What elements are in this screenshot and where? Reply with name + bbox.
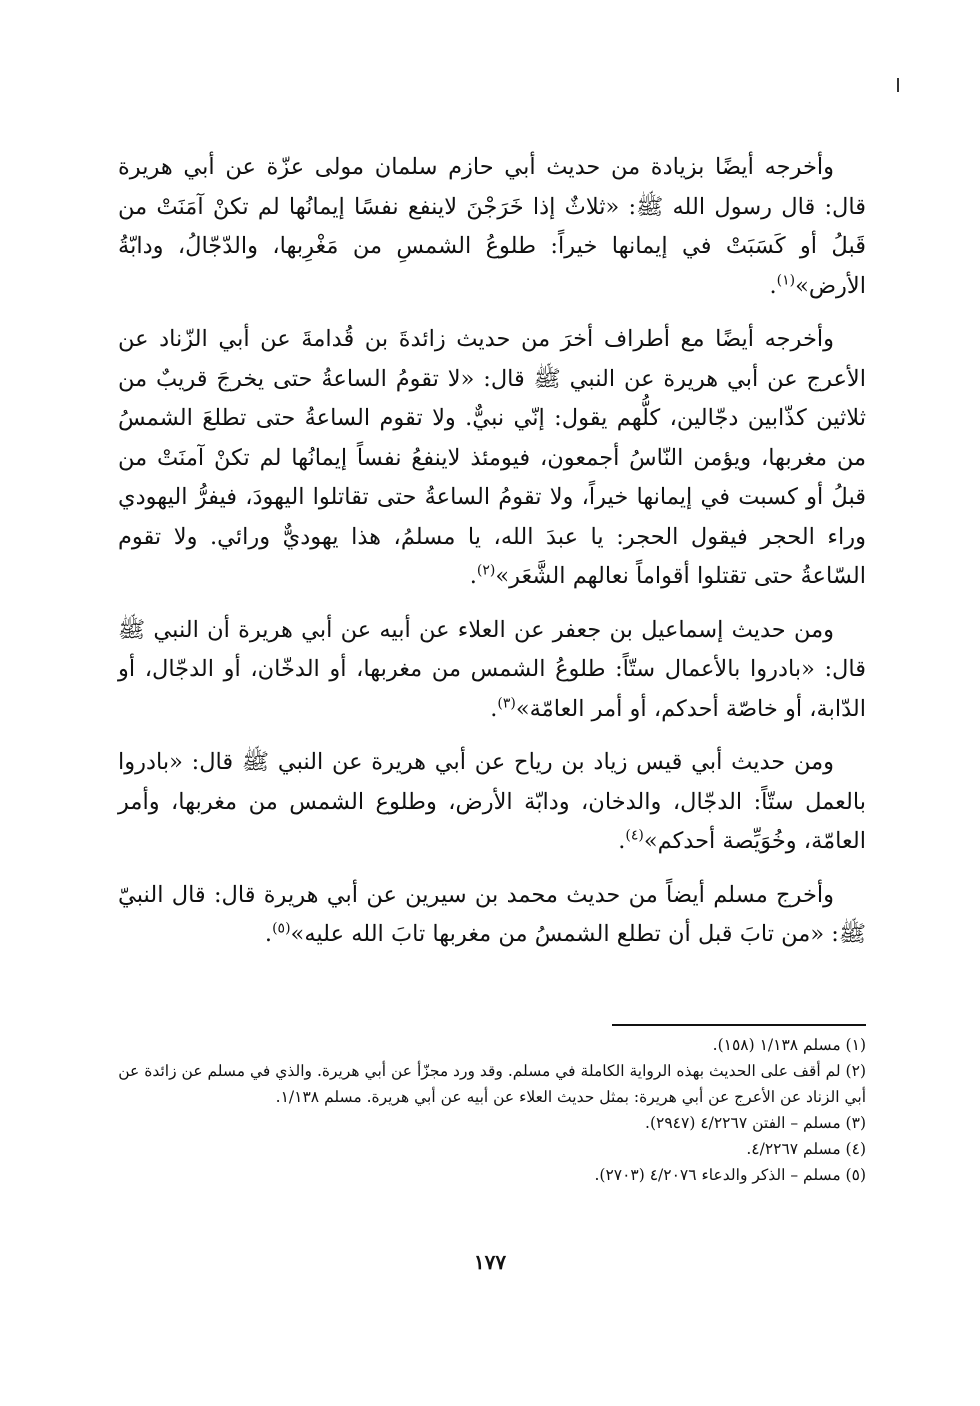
paragraph-text: وأخرجه أيضًا مع أطراف أخرَ من حديث زائدةَ بن قُدامةَ عن أبي الزّناد عن الأعرج عن أبي هريرة عن النبي ﷺ قال: «لا تقومُ الساعةُ حتى يخرجَ قريبٌ من ثلاثين كذّابين دجّالين، كلُّهم يقول: إنّي نبيٌّ. ولا تقوم الساعةُ حتى تطلعَ الشمسُ من مغربها، ويؤمن النّاسُ أجمعون، فيومئذ لاينفعُ نفساً إيمانُها لم تكنْ آمنَتْ من قبلُ أو كسبت في إيمانها خيراً، ولا تقومُ الساعةُ حتى تقاتلوا اليهودَ، فيفرُّ اليهودي وراء الحجر فيقول الحجر: يا عبدَ الله، يا مسلمُ، هذا يهوديٌّ ورائي. ولا تقوم السّاعةُ حتى تقتلوا أقواماً نعالهم الشَّعَر» [118,326,866,589]
paragraph: ومن حديث أبي قيس زياد بن رياح عن أبي هريرة عن النبي ﷺ قال: «بادروا بالعمل ستّاً: الدجّال، والدخان، ودابّة الأرض، وطلوع الشمس من مغربها، وأمر العامّة، وخُوَيِّصة أحدكم»$^{(٤)}$. [118,749,866,854]
scan-edge-mark [897,78,899,92]
footnote: (٣) مسلم – الفتن ٤/٢٢٦٧ (٢٩٤٧). [645,1114,866,1132]
paragraph: وأخرجه أيضًا بزيادة من حديث أبي حازم سلمان مولى عزّة عن أبي هريرة قال: قال رسول الله ﷺ: «ثلاثٌ إذا خَرَجْنَ لاينفع نفسًا إيمانُها لم تكنْ آمَنَتْ من قَبلُ أو كَسَبَتْ في إيمانها خيراً: طلوعُ الشمسِ من مَغْرِبها، والدّجّالُ، ودابّةُ الأرض»$^{(١)}$. [118,154,866,299]
paragraph-text: وأخرجه أيضًا بزيادة من حديث أبي حازم سلمان مولى عزّة عن أبي هريرة قال: قال رسول الله ﷺ: «ثلاثٌ إذا خَرَجْنَ لاينفع نفسًا إيمانُها لم تكنْ آمَنَتْ من قَبلُ أو كَسَبَتْ في إيمانها خيراً: طلوعُ الشمسِ من مَغْرِبها، والدّجّالُ، ودابّةُ الأرض» [118,154,866,299]
footnote-reference: (١) [776,272,796,288]
paragraph: وأخرج مسلم أيضاً من حديث محمد بن سيرين عن أبي هريرة قال: قال النبيّ ﷺ: «من تابَ قبل أن تطلع الشمسُ من مغربها تابَ الله عليه»$^{(٥)}$. [118,881,866,947]
footnotes [118,1032,866,1188]
paragraph-text: وأخرج مسلم أيضاً من حديث محمد بن سيرين عن أبي هريرة قال: قال النبيّ ﷺ: «من تابَ قبل أن تطلع الشمسُ من مغربها تابَ الله عليه» [118,881,866,947]
footnote-reference: (٤) [625,827,644,844]
footnote: (٢) لم أقف على الحديث بهذه الرواية الكاملة في مسلم. وقد ورد مجزّأ عن أبي هريرة. والذي في مسلم عن زائدة عن أبي الزناد عن الأعرج عن أبي هريرة: بمثل حديث العلاء عن أبيه عن أبي هريرة. مسلم ١/١٣٨. [118,1062,866,1106]
footnote: (٤) مسلم ٤/٢٢٦٧. [746,1140,866,1158]
footnote-separator [612,1024,866,1026]
paragraph-text: ومن حديث أبي قيس زياد بن رياح عن أبي هريرة عن النبي ﷺ قال: «بادروا بالعمل ستّاً: الدجّال، والدخان، ودابّة الأرض، وطلوع الشمس من مغربها، وأمر العامّة، وخُوَيِّصة أحدكم» [118,749,866,854]
main-text [118,148,866,969]
footnote-reference: (٥) [272,920,291,937]
footnote-reference: (٣) [497,695,516,711]
paragraph: ومن حديث إسماعيل بن جعفر عن العلاء عن أبيه عن أبي هريرة أن النبي ﷺ قال: «بادروا بالأعمال ستّاً: طلوعُ الشمس من مغربها، أو الدخّان، أو الدجّال، أو الدّابة، أو خاصّة أحدكم، أو أمر العامّة»$^{(٣)}$. [118,616,866,722]
footnote: (١) مسلم ١/١٣٨ (١٥٨). [712,1036,866,1054]
page-number: ١٧٧ [473,1250,507,1274]
paragraph: وأخرجه أيضًا مع أطراف أخرَ من حديث زائدةَ بن قُدامةَ عن أبي الزّناد عن الأعرج عن أبي هريرة عن النبي ﷺ قال: «لا تقومُ الساعةُ حتى يخرجَ قريبٌ من ثلاثين كذّابين دجّالين، كلُّهم يقول: إنّي نبيٌّ. ولا تقوم الساعةُ حتى تطلعَ الشمسُ من مغربها، ويؤمن النّاسُ أجمعون، فيومئذ لاينفعُ نفساً إيمانُها لم تكنْ آمنَتْ من قبلُ أو كسبت في إيمانها خيراً، ولا تقومُ الساعةُ حتى تقاتلوا اليهودَ، فيفرُّ اليهودي وراء الحجر فيقول الحجر: يا عبدَ الله، يا مسلمُ، هذا يهوديٌّ ورائي. ولا تقوم السّاعةُ حتى تقتلوا أقواماً نعالهم الشَّعَر»$^{(٢)}$. [118,326,866,589]
footnote-reference: (٢) [476,562,496,579]
footnote: (٥) مسلم – الذكر والدعاء ٤/٢٠٧٦ (٢٧٠٣). [594,1166,866,1184]
paragraph-text: ومن حديث إسماعيل بن جعفر عن العلاء عن أبيه عن أبي هريرة أن النبي ﷺ قال: «بادروا بالأعمال ستّاً: طلوعُ الشمس من مغربها، أو الدخّان، أو الدجّال، أو الدّابة، أو خاصّة أحدكم، أو أمر العامّة» [118,616,866,722]
